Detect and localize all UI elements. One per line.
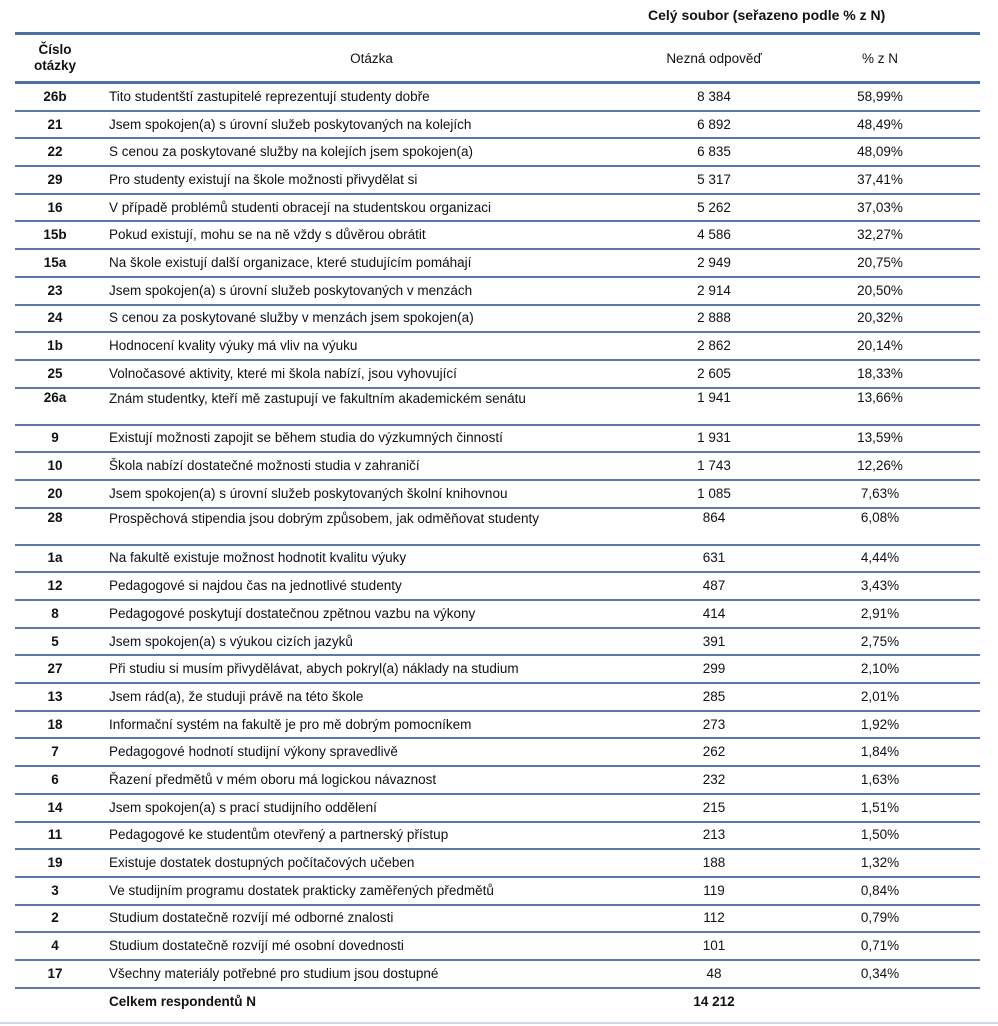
row-percent: 2,01% — [780, 683, 980, 711]
row-percent: 32,27% — [780, 221, 980, 249]
row-question-text: Jsem rád(a), že studuji právě na této škole — [95, 683, 648, 711]
row-question-text: Studium dostatečně rozvíjí mé odborné znalosti — [95, 905, 648, 933]
row-percent: 37,41% — [780, 166, 980, 194]
row-dont-know-count: 1 941 — [648, 388, 780, 425]
row-question-text: S cenou za poskytované služby na kolejích jsem spokojen(a) — [95, 138, 648, 166]
row-question-text: Na škole existují další organizace, které studujícím pomáhají — [95, 249, 648, 277]
row-question-number: 14 — [15, 794, 95, 822]
row-question-text: Pedagogové hodnotí studijní výkony spravedlivě — [95, 738, 648, 766]
total-label: Celkem respondentů N — [109, 994, 257, 1010]
row-dont-know-count: 213 — [648, 822, 780, 850]
row-question-text: S cenou za poskytované služby v menzách jsem spokojen(a) — [95, 305, 648, 333]
table-header-row — [15, 34, 980, 83]
row-percent: 37,03% — [780, 194, 980, 222]
row-question-number: 26b — [15, 83, 95, 111]
table-row — [15, 905, 980, 933]
row-dont-know-count: 1 743 — [648, 452, 780, 480]
row-question-text: Ve studijním programu dostatek prakticky zaměřených předmětů — [95, 877, 648, 905]
row-percent: 1,92% — [780, 711, 980, 739]
row-percent: 48,49% — [780, 111, 980, 139]
row-question-number: 11 — [15, 822, 95, 850]
header-question: Otázka — [95, 34, 648, 83]
group-header-label: Celý soubor (seřazeno podle % z N) — [648, 7, 886, 23]
row-question-number: 6 — [15, 766, 95, 794]
row-dont-know-count: 101 — [648, 932, 780, 960]
table-row — [15, 83, 980, 111]
row-question-text: Pedagogové poskytují dostatečnou zpětnou vazbu na výkony — [95, 600, 648, 628]
table-row — [15, 711, 980, 739]
row-question-number: 28 — [15, 508, 95, 545]
table-row — [15, 572, 980, 600]
row-question-text: Řazení předmětů v mém oboru má logickou návaznost — [95, 766, 648, 794]
row-question-number: 15b — [15, 221, 95, 249]
row-question-number: 25 — [15, 360, 95, 388]
survey-table-container — [15, 2, 980, 1015]
row-question-number: 16 — [15, 194, 95, 222]
table-row — [15, 425, 980, 453]
row-dont-know-count: 8 384 — [648, 83, 780, 111]
row-dont-know-count: 5 317 — [648, 166, 780, 194]
table-row — [15, 166, 980, 194]
table-row — [15, 877, 980, 905]
table-row — [15, 794, 980, 822]
row-dont-know-count: 48 — [648, 960, 780, 988]
row-dont-know-count: 285 — [648, 683, 780, 711]
table-row — [15, 332, 980, 360]
table-row — [15, 766, 980, 794]
row-percent: 1,51% — [780, 794, 980, 822]
row-question-number: 1a — [15, 545, 95, 573]
table-row — [15, 277, 980, 305]
row-dont-know-count: 1 085 — [648, 480, 780, 508]
row-dont-know-count: 262 — [648, 738, 780, 766]
row-question-number: 10 — [15, 452, 95, 480]
row-question-number: 20 — [15, 480, 95, 508]
row-question-number: 13 — [15, 683, 95, 711]
row-question-number: 1b — [15, 332, 95, 360]
table-row — [15, 655, 980, 683]
row-dont-know-count: 2 605 — [648, 360, 780, 388]
row-question-number: 23 — [15, 277, 95, 305]
row-dont-know-count: 6 892 — [648, 111, 780, 139]
row-dont-know-count: 2 949 — [648, 249, 780, 277]
table-row — [15, 194, 980, 222]
row-percent: 13,59% — [780, 425, 980, 453]
row-question-text: Jsem spokojen(a) s úrovní služeb poskytovaných školní knihovnou — [95, 480, 648, 508]
row-dont-know-count: 1 931 — [648, 425, 780, 453]
table-row — [15, 683, 980, 711]
row-question-number: 7 — [15, 738, 95, 766]
row-dont-know-count: 5 262 — [648, 194, 780, 222]
row-question-text: Jsem spokojen(a) s úrovní služeb poskytovaných na kolejích — [95, 111, 648, 139]
row-question-number: 15a — [15, 249, 95, 277]
table-row — [15, 360, 980, 388]
row-question-text: Prospěchová stipendia jsou dobrým způsobem, jak odměňovat studenty — [95, 508, 648, 545]
row-question-number: 9 — [15, 425, 95, 453]
row-dont-know-count: 2 862 — [648, 332, 780, 360]
row-question-text: Pedagogové ke studentům otevřený a partnerský přístup — [95, 822, 648, 850]
table-row — [15, 480, 980, 508]
row-question-number: 5 — [15, 628, 95, 656]
row-percent: 12,26% — [780, 452, 980, 480]
row-question-number: 29 — [15, 166, 95, 194]
row-dont-know-count: 273 — [648, 711, 780, 739]
page-bottom-rule — [0, 1022, 998, 1024]
row-dont-know-count: 215 — [648, 794, 780, 822]
row-question-text: Existuje dostatek dostupných počítačových učeben — [95, 849, 648, 877]
table-row — [15, 249, 980, 277]
row-question-number: 22 — [15, 138, 95, 166]
row-question-number: 2 — [15, 905, 95, 933]
row-dont-know-count: 4 586 — [648, 221, 780, 249]
table-row — [15, 305, 980, 333]
table-row — [15, 508, 980, 545]
table-row — [15, 221, 980, 249]
row-question-text: Hodnocení kvality výuky má vliv na výuku — [95, 332, 648, 360]
header-question-number: Číslo otázky — [15, 34, 95, 83]
row-question-number: 24 — [15, 305, 95, 333]
row-percent: 2,75% — [780, 628, 980, 656]
row-dont-know-count: 2 888 — [648, 305, 780, 333]
row-dont-know-count: 864 — [648, 508, 780, 545]
table-row — [15, 388, 980, 425]
row-dont-know-count: 188 — [648, 849, 780, 877]
row-percent: 2,10% — [780, 655, 980, 683]
survey-table — [15, 32, 980, 1015]
row-dont-know-count: 6 835 — [648, 138, 780, 166]
table-row — [15, 738, 980, 766]
row-question-text: Jsem spokojen(a) s výukou cizích jazyků — [95, 628, 648, 656]
row-percent: 20,32% — [780, 305, 980, 333]
row-percent: 13,66% — [780, 388, 980, 425]
row-dont-know-count: 391 — [648, 628, 780, 656]
row-question-text: Na fakultě existuje možnost hodnotit kvalitu výuky — [95, 545, 648, 573]
table-total-row — [15, 988, 980, 1015]
group-header-row — [15, 2, 980, 32]
table-row — [15, 138, 980, 166]
row-dont-know-count: 414 — [648, 600, 780, 628]
row-percent: 18,33% — [780, 360, 980, 388]
row-question-text: Volnočasové aktivity, které mi škola nabízí, jsou vyhovující — [95, 360, 648, 388]
row-question-text: Znám studentky, kteří mě zastupují ve fakultním akademickém senátu — [95, 388, 648, 425]
row-percent: 20,75% — [780, 249, 980, 277]
row-percent: 1,63% — [780, 766, 980, 794]
row-question-number: 12 — [15, 572, 95, 600]
header-percent: % z N — [780, 34, 980, 83]
row-question-text: Informační systém na fakultě je pro mě dobrým pomocníkem — [95, 711, 648, 739]
row-percent: 0,71% — [780, 932, 980, 960]
row-question-text: Pokud existují, mohu se na ně vždy s důvěrou obrátit — [95, 221, 648, 249]
header-dont-know: Nezná odpověď — [648, 34, 780, 83]
table-row — [15, 628, 980, 656]
row-question-number: 4 — [15, 932, 95, 960]
row-question-text: Všechny materiály potřebné pro studium jsou dostupné — [95, 960, 648, 988]
row-question-number: 21 — [15, 111, 95, 139]
row-question-text: Jsem spokojen(a) s úrovní služeb poskytovaných v menzách — [95, 277, 648, 305]
table-row — [15, 600, 980, 628]
row-question-number: 8 — [15, 600, 95, 628]
row-question-number: 26a — [15, 388, 95, 425]
row-percent: 20,14% — [780, 332, 980, 360]
row-question-text: Při studiu si musím přivydělávat, abych pokryl(a) náklady na studium — [95, 655, 648, 683]
row-question-number: 19 — [15, 849, 95, 877]
table-body — [15, 83, 980, 988]
row-question-text: Tito studentští zastupitelé reprezentují studenty dobře — [95, 83, 648, 111]
row-percent: 7,63% — [780, 480, 980, 508]
row-dont-know-count: 119 — [648, 877, 780, 905]
row-question-number: 27 — [15, 655, 95, 683]
table-row — [15, 822, 980, 850]
row-question-text: Studium dostatečně rozvíjí mé osobní dovednosti — [95, 932, 648, 960]
row-percent: 0,84% — [780, 877, 980, 905]
row-percent: 1,32% — [780, 849, 980, 877]
row-percent: 0,79% — [780, 905, 980, 933]
row-percent: 58,99% — [780, 83, 980, 111]
table-row — [15, 452, 980, 480]
row-question-text: V případě problémů studenti obracejí na studentskou organizaci — [95, 194, 648, 222]
row-percent: 2,91% — [780, 600, 980, 628]
table-row — [15, 111, 980, 139]
row-question-text: Existují možnosti zapojit se během studia do výzkumných činností — [95, 425, 648, 453]
row-percent: 1,50% — [780, 822, 980, 850]
row-question-text: Škola nabízí dostatečné možnosti studia v zahraničí — [95, 452, 648, 480]
row-percent: 4,44% — [780, 545, 980, 573]
total-value: 14 212 — [693, 994, 735, 1010]
row-question-text: Pro studenty existují na škole možnosti přivydělat si — [95, 166, 648, 194]
row-dont-know-count: 631 — [648, 545, 780, 573]
row-percent: 1,84% — [780, 738, 980, 766]
total-empty-pct — [780, 988, 980, 1015]
row-dont-know-count: 299 — [648, 655, 780, 683]
row-percent: 20,50% — [780, 277, 980, 305]
row-dont-know-count: 232 — [648, 766, 780, 794]
table-row — [15, 932, 980, 960]
row-percent: 48,09% — [780, 138, 980, 166]
row-dont-know-count: 487 — [648, 572, 780, 600]
row-question-number: 3 — [15, 877, 95, 905]
table-row — [15, 849, 980, 877]
row-percent: 6,08% — [780, 508, 980, 545]
table-row — [15, 960, 980, 988]
total-empty-cell — [15, 988, 95, 1015]
row-percent: 3,43% — [780, 572, 980, 600]
row-question-number: 17 — [15, 960, 95, 988]
row-percent: 0,34% — [780, 960, 980, 988]
row-question-number: 18 — [15, 711, 95, 739]
row-question-text: Jsem spokojen(a) s prací studijního oddělení — [95, 794, 648, 822]
row-dont-know-count: 2 914 — [648, 277, 780, 305]
table-row — [15, 545, 980, 573]
row-question-text: Pedagogové si najdou čas na jednotlivé studenty — [95, 572, 648, 600]
row-dont-know-count: 112 — [648, 905, 780, 933]
